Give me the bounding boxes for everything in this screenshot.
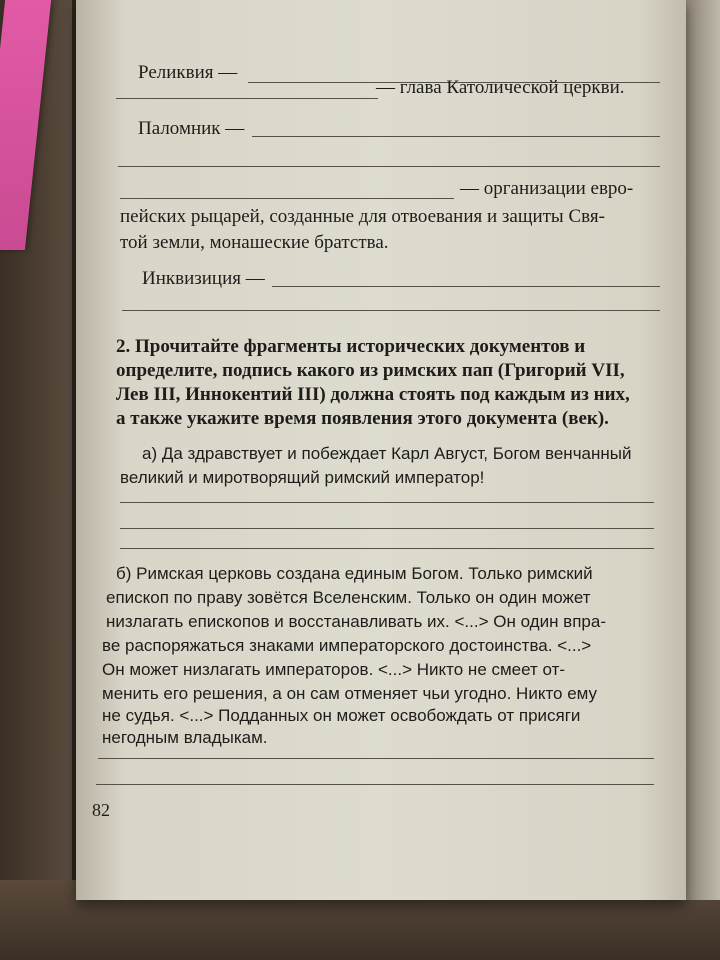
fragment-b-line-3: низлагать епископов и восстанавливать их. <...> Он один впра- xyxy=(106,612,606,631)
task-2-line-4: а также укажите время появления этого документа (век). xyxy=(116,408,609,429)
answer-line[interactable] xyxy=(96,784,654,785)
fragment-b-line-7: не судья. <...> Подданных он может освобождать от присяги xyxy=(102,706,581,725)
task-2-line-2: определите, подпись какого из римских пап (Григорий VII, xyxy=(116,360,625,381)
answer-line[interactable] xyxy=(118,166,660,167)
term-pilgrim: Паломник — xyxy=(138,118,245,139)
term-orders-line-1: — организации евро- xyxy=(460,178,634,199)
answer-line[interactable] xyxy=(272,286,660,287)
workbook-page xyxy=(76,0,686,900)
term-inquisition: Инквизиция — xyxy=(142,268,265,289)
answer-line[interactable] xyxy=(116,98,378,99)
answer-line[interactable] xyxy=(98,758,654,759)
answer-line[interactable] xyxy=(120,548,654,549)
answer-line[interactable] xyxy=(120,198,454,199)
page-number: 82 xyxy=(92,800,110,820)
fragment-b-line-6: менить его решения, а он сам отменяет чьи угодно. Никто ему xyxy=(102,684,598,703)
fragment-b-line-4: ве распоряжаться знаками императорского достоинства. <...> xyxy=(102,636,592,655)
fragment-b-line-5: Он может низлагать императоров. <...> Никто не смеет от- xyxy=(102,660,566,679)
answer-line[interactable] xyxy=(252,136,660,137)
fragment-b-line-8: негодным владыкам. xyxy=(102,728,268,747)
next-page-edge xyxy=(686,0,720,900)
answer-line[interactable] xyxy=(120,528,654,529)
term-relic: Реликвия — xyxy=(138,62,238,83)
answer-line[interactable] xyxy=(122,310,660,311)
term-head-church: — глава Католической церкви. xyxy=(376,77,625,98)
fragment-a-line-1: а) Да здравствует и побеждает Карл Август, Богом венчанный xyxy=(142,444,632,463)
task-2-line-1: 2. Прочитайте фрагменты исторических документов и xyxy=(116,336,586,357)
fragment-b-line-2: епископ по праву зовётся Вселенским. Только он один может xyxy=(106,588,591,607)
task-2-line-3: Лев III, Иннокентий III) должна стоять под каждым из них, xyxy=(116,384,630,405)
answer-line[interactable] xyxy=(120,502,654,503)
term-orders-line-2: пейских рыцарей, созданные для отвоевания и защиты Свя- xyxy=(120,206,605,227)
fragment-b-line-1: б) Римская церковь создана единым Богом. Только римский xyxy=(116,564,593,583)
fragment-a-line-2: великий и миротворящий римский император! xyxy=(120,468,485,487)
term-orders-line-3: той земли, монашеские братства. xyxy=(120,232,389,253)
